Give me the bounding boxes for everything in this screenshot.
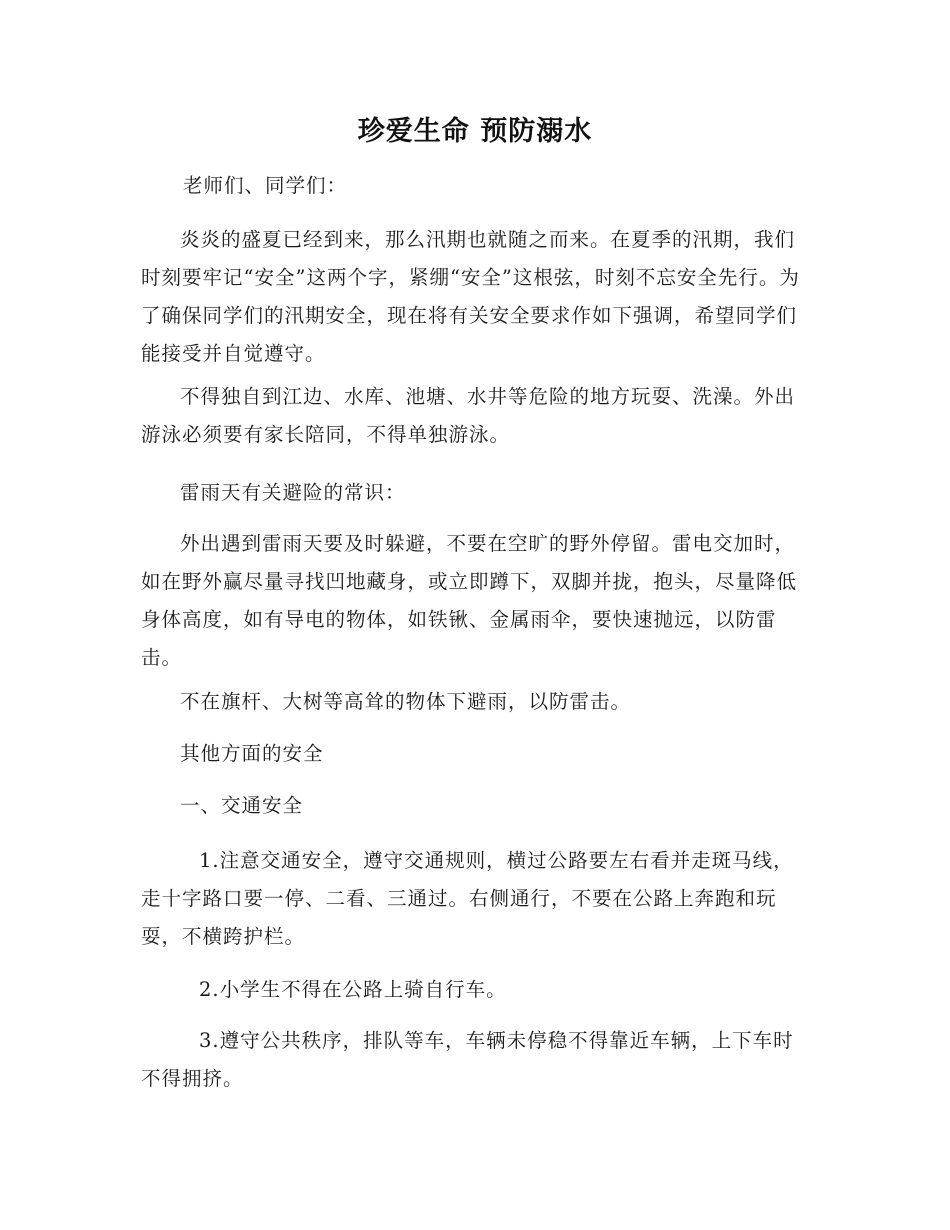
paragraph-no-swimming-alone: 不得独自到江边、水库、池塘、水井等危险的地方玩耍、洗澡。外出游泳必须要有家长陪同，不得单独游泳。 (141, 385, 796, 446)
salutation: 老师们、同学们： (183, 174, 348, 197)
document-title: 珍爱生命 预防溺水 (357, 116, 593, 147)
list-item-traffic-2: 2.小学生不得在公路上骑自行车。 (199, 978, 507, 1001)
paragraph-thunderstorm-advice: 外出遇到雷雨天要及时躲避，不要在空旷的野外停留。雷电交加时，如在野外赢尽量寻找凹地藏身，或立即蹲下，双脚并拢，抱头，尽量降低身体高度，如有导电的物体，如铁锹、金属雨伞，要快速抛远，以防雷击。 (141, 532, 798, 669)
paragraph-thunderstorm-heading: 雷雨天有关避险的常识： (180, 481, 406, 504)
list-item-traffic-1: 1.注意交通安全，遵守交通规则，横过公路要左右看并走斑马线，走十字路口要一停、二看、三通过。右侧通行，不要在公路上奔跑和玩耍，不横跨护栏。 (141, 849, 794, 948)
list-item-traffic-3: 3.遵守公共秩序，排队等车，车辆未停稳不得靠近车辆，上下车时不得拥挤。 (141, 1029, 794, 1090)
paragraph-other-safety: 其他方面的安全 (180, 742, 324, 765)
paragraph-intro: 炎炎的盛夏已经到来，那么汛期也就随之而来。在夏季的汛期，我们时刻要牢记“安全”这两个字，紧绷“安全”这根弦，时刻不忘安全先行。为了确保同学们的汛期安全，现在将有关安全要求作如下强调，希望同学们能接受并自觉遵守。 (141, 228, 800, 365)
section-heading-traffic: 一、交通安全 (180, 794, 304, 817)
paragraph-avoid-tall-objects: 不在旗杆、大树等高耸的物体下避雨，以防雷击。 (180, 690, 632, 713)
